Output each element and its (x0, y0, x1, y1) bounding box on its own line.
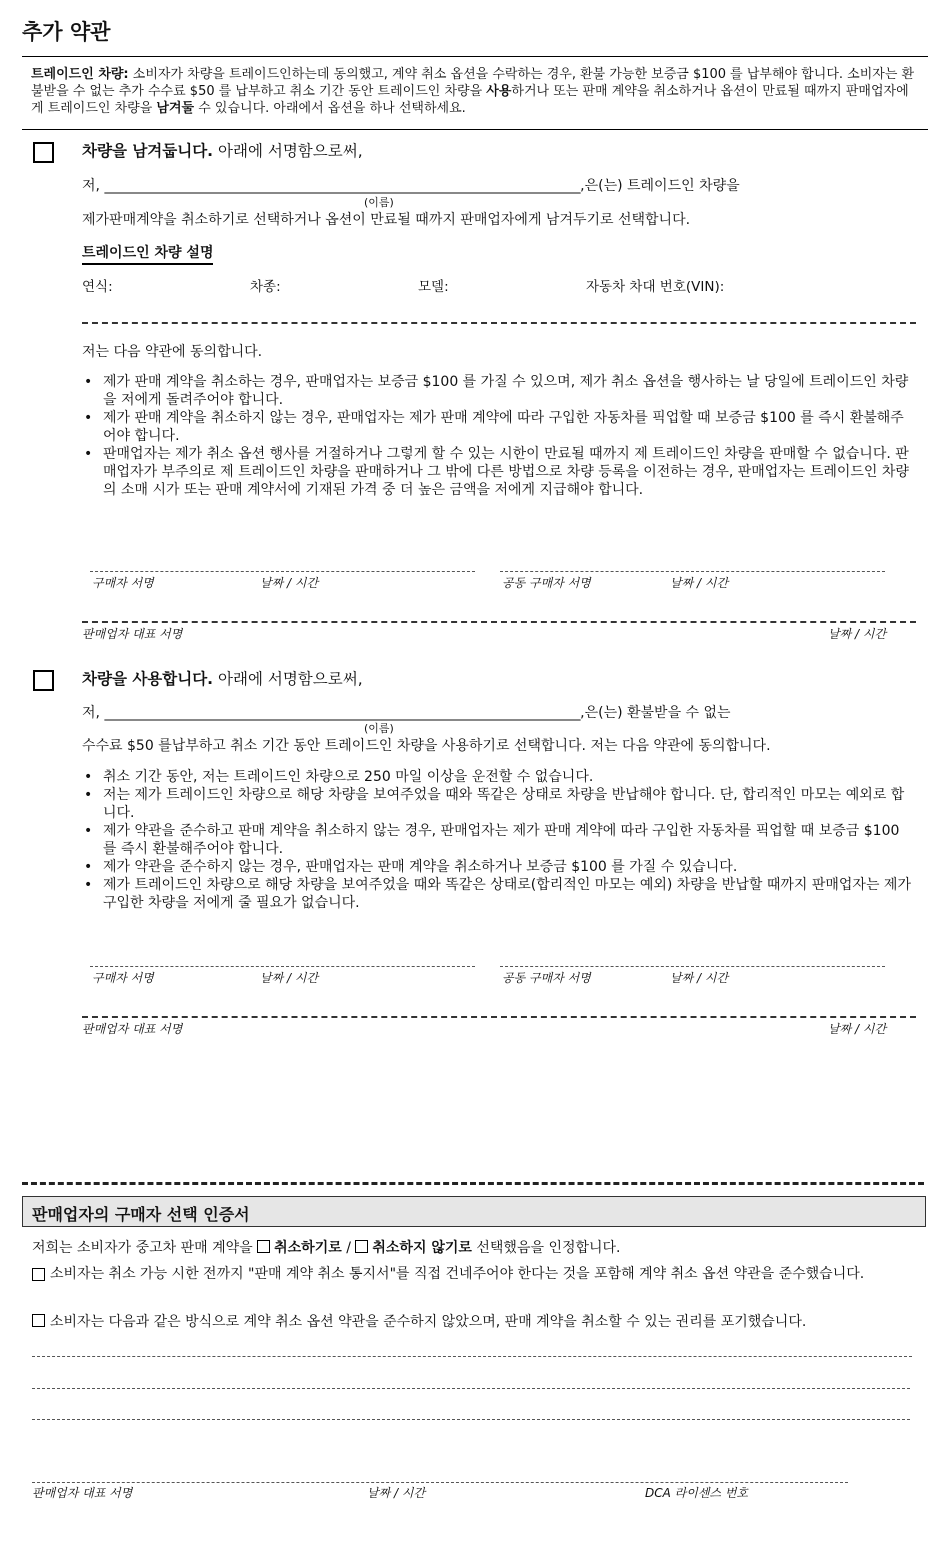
section2-heading-rest: 아래에 서명함으로써, (213, 670, 363, 688)
certification-statement (32, 1237, 621, 1257)
dealer-signature-label: 판매업자 대표 서명 (82, 627, 183, 641)
list-item: • 제가 약관을 준수하지 않는 경우, 판매업자는 판매 계약을 취소하거나 보증금 $100 를 가질 수 있습니다. (103, 858, 911, 876)
dealer-signature-label: 판매업자 대표 서명 (82, 1022, 183, 1036)
section1-heading-bold: 차량을 남겨둡니다. (82, 142, 214, 160)
not-complied-checkbox[interactable] (32, 1314, 45, 1327)
section1-heading (82, 139, 363, 161)
certification-header (22, 1196, 926, 1227)
section2-name-blank[interactable]: _______________________________________________________________________ (104, 705, 581, 721)
list-item: • 저는 제가 트레이드인 차량으로 해당 차량을 보여주었을 때와 똑같은 상태로 차량을 반납해야 합니다. 단, 합리적인 마모는 예외로 합니다. (103, 786, 911, 822)
list-item: • 취소 기간 동안, 저는 트레이드인 차량으로 250 마일 이상을 운전할 수 없습니다. (103, 768, 911, 786)
vehicle-description-title: 트레이드인 차량 설명 (82, 242, 213, 265)
list-item: • 제가 판매 계약을 취소하는 경우, 판매업자는 보증금 $100 를 가질 수 있으며, 제가 취소 옵션을 행사하는 날 당일에 트레이드인 차량을 저에게 돌려주어야 합니다. (103, 373, 911, 409)
list-item: • 제가 약관을 준수하고 판매 계약을 취소하지 않는 경우, 판매업자는 제가 판매 계약에 따라 구입한 자동차를 픽업할 때 보증금 $100 를 즉시 환불해주어야 합니다. (103, 822, 911, 858)
title-divider (22, 56, 928, 57)
certification-statement-pre: 저희는 소비자가 중고차 판매 계약을 (32, 1240, 258, 1256)
cobuyer-signature-label: 공동 구매자 서명 (502, 971, 591, 985)
certification-dealer-signature-label: 판매업자 대표 서명 (32, 1486, 133, 1500)
section1-name-line (82, 175, 740, 195)
vin-label: 자동차 차대 번호(VIN): (586, 279, 725, 295)
year-label: 연식: (82, 279, 113, 295)
buyer-signature-line[interactable] (90, 571, 475, 572)
list-item: • 제가 판매 계약을 취소하지 않는 경우, 판매업자는 제가 판매 계약에 따라 구입한 자동차를 픽업할 때 보증금 $100 를 즉시 환불해주어야 합니다. (103, 409, 911, 445)
not-cancel-option-checkbox[interactable] (355, 1240, 368, 1253)
certification-title: 판매업자의 구매자 선택 인증서 (32, 1205, 250, 1224)
section2-name-suffix: ,은(는) 환불받을 수 없는 (580, 705, 731, 721)
explanation-line[interactable] (32, 1388, 910, 1389)
dealer-date-label: 날짜 / 시간 (828, 627, 887, 641)
buyer-date-label: 날짜 / 시간 (260, 576, 319, 590)
explanation-line[interactable] (32, 1419, 910, 1420)
intro-bold-lead: 트레이드인 차량: (31, 67, 129, 82)
not-complied-text: 소비자는 다음과 같은 방식으로 계약 취소 옵션 약관을 준수하지 않았으며, 판매 계약을 취소할 수 있는 권리를 포기했습니다. (50, 1314, 807, 1330)
buyer-signature-label: 구매자 서명 (92, 971, 154, 985)
complied-item (32, 1265, 882, 1283)
intro-bold-use: 사용 (486, 84, 512, 99)
section2-name-hint: (이름) (364, 722, 394, 735)
intro-text-2: 하거나 또는 판매 계약을 취소하거나 옵션이 만료될 때까지 판매업자에게 트레이드인 차량을 (31, 84, 909, 116)
intro-paragraph (31, 66, 921, 117)
not-cancel-option-label: 취소하지 않기로 (372, 1240, 472, 1256)
dealer-signature-line[interactable] (82, 621, 916, 623)
section2-heading (82, 667, 363, 689)
option-separator: / (341, 1240, 356, 1256)
certification-statement-post: 선택했음을 인정합니다. (471, 1240, 621, 1256)
cobuyer-date-label: 날짜 / 시간 (670, 576, 729, 590)
model-label: 모델: (418, 279, 449, 295)
section1-terms-list (82, 373, 911, 499)
section2-terms-list (82, 768, 911, 912)
buyer-signature-label: 구매자 서명 (92, 576, 154, 590)
complied-text: 소비자는 취소 가능 시한 전까지 "판매 계약 취소 통지서"를 직접 건네주어야 한다는 것을 포함해 계약 취소 옵션 약관을 준수했습니다. (50, 1266, 865, 1282)
list-item: • 제가 트레이드인 차량으로 해당 차량을 보여주었을 때와 똑같은 상태로(합리적인 마모는 예외) 차량을 반납할 때까지 판매업자는 제가 구입한 차량을 저에게 줄 필요가 없습니다. (103, 876, 911, 912)
section1-agree: 저는 다음 약관에 동의합니다. (82, 344, 263, 360)
cobuyer-signature-line[interactable] (500, 966, 885, 967)
leave-vehicle-checkbox[interactable] (33, 142, 54, 163)
buyer-signature-line[interactable] (90, 966, 475, 967)
explanation-line[interactable] (32, 1356, 912, 1357)
buyer-date-label: 날짜 / 시간 (260, 971, 319, 985)
cancel-option-label: 취소하기로 (274, 1240, 342, 1256)
intro-text-1: 소비자가 차량을 트레이드인하는데 동의했고, 계약 취소 옵션을 수락하는 경우, 환불 가능한 보증금 $100 를 납부해야 합니다. 소비자는 환불받을 수 없는 추가 수수료 $50 를 납부하고 취소 기간 동안 트레이드인 차량을 (31, 67, 915, 99)
cobuyer-signature-line[interactable] (500, 571, 885, 572)
vehicle-info-line[interactable] (82, 322, 916, 324)
section1-line2: 제가판매계약을 취소하기로 선택하거나 옵션이 만료될 때까지 판매업자에게 남겨두기로 선택합니다. (82, 212, 691, 228)
intro-divider (22, 129, 928, 130)
not-complied-item (32, 1311, 922, 1331)
section2-name-line (82, 702, 731, 722)
cobuyer-signature-label: 공동 구매자 서명 (502, 576, 591, 590)
page-title: 추가 약관 (22, 20, 111, 44)
section2-name-prefix: 저, (82, 705, 105, 721)
cobuyer-date-label: 날짜 / 시간 (670, 971, 729, 985)
certification-signature-line[interactable] (32, 1482, 848, 1483)
section2-heading-bold: 차량을 사용합니다. (82, 670, 214, 688)
cut-line (22, 1182, 924, 1185)
cancel-option-checkbox[interactable] (257, 1240, 270, 1253)
intro-text-3: 수 있습니다. 아래에서 옵션을 하나 선택하세요. (194, 101, 466, 116)
section1-name-suffix: ,은(는) 트레이드인 차량을 (580, 178, 740, 194)
make-label: 차종: (250, 279, 281, 295)
complied-checkbox[interactable] (32, 1268, 45, 1281)
section1-heading-rest: 아래에 서명함으로써, (213, 142, 363, 160)
list-item: • 판매업자는 제가 취소 옵션 행사를 거절하거나 그렇게 할 수 있는 시한이 만료될 때까지 제 트레이드인 차량을 판매할 수 없습니다. 판매업자가 부주의로 제 트레이드인 차량을 판매하거나 그 밖에 다른 방법으로 차량 등록을 이전하는 경우, 판매업자는 트레이드인 차량의 소매 시가 또는 판매 계약서에 기재된 가격 중 더 높은 금액을 저에게 지급해야 합니다. (103, 445, 911, 499)
dealer-signature-line[interactable] (82, 1016, 916, 1018)
dca-license-label: DCA 라이센스 번호 (645, 1486, 749, 1500)
section1-name-blank[interactable]: _______________________________________________________________________ (104, 178, 581, 194)
section2-line2: 수수료 $50 를납부하고 취소 기간 동안 트레이드인 차량을 사용하기로 선택합니다. 저는 다음 약관에 동의합니다. (82, 738, 771, 754)
certification-date-label: 날짜 / 시간 (367, 1486, 426, 1500)
use-vehicle-checkbox[interactable] (33, 670, 54, 691)
dealer-date-label: 날짜 / 시간 (828, 1022, 887, 1036)
section1-name-prefix: 저, (82, 178, 105, 194)
section1-name-hint: (이름) (364, 196, 394, 209)
intro-bold-leave: 남겨둘 (156, 101, 195, 116)
